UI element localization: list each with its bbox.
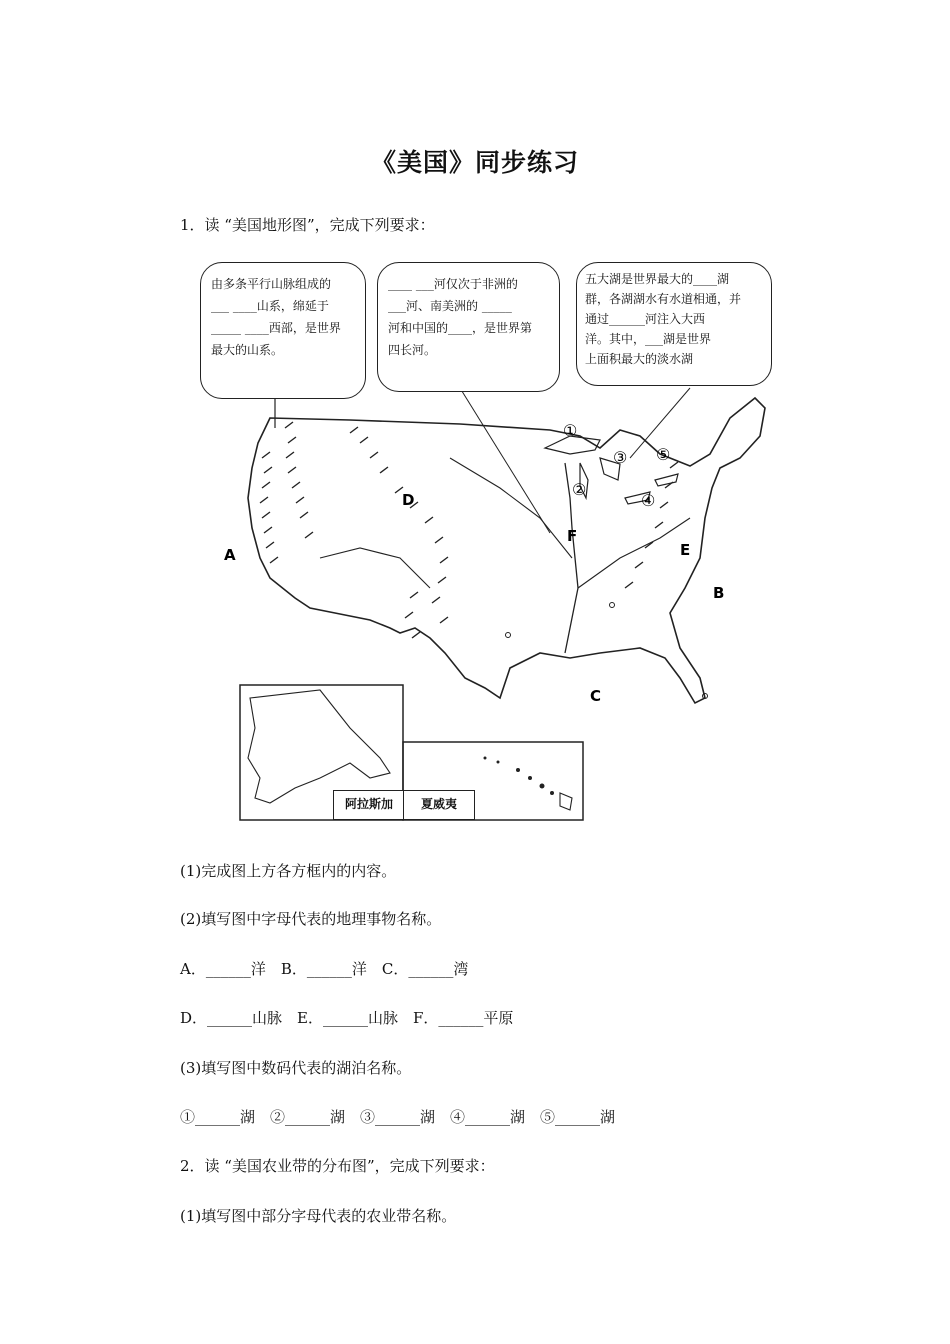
map-label-d: D [402,491,415,509]
q1-sub1: (1)完成图上方各方框内的内容。 [180,862,397,880]
callout-lakes-line-1: 五大湖是世界最大的____湖 [585,272,730,286]
page-title: 《美国》同步练习 [370,148,579,177]
q1-answer-row-def: D．______山脉 E．______山脉 F．______平原 [180,1009,514,1027]
inset-label-hawaii: 夏威夷 [403,790,475,820]
callout-lakes-line-4: 洋。其中，___湖是世界 [585,332,712,346]
callout-mountains-line-4: 最大的山系。 [211,343,284,357]
lake-label-3: ③ [613,448,628,467]
question-1-prompt: 1．读 “美国地形图”，完成下列要求： [180,216,435,234]
callout-river-line-1: ____ ___河仅次于非洲的 [388,277,518,291]
callout-river [377,262,560,392]
inset-label-alaska: 阿拉斯加 [333,790,405,820]
callout-lakes-line-3: 通过______河注入大西 [585,312,706,326]
q1-sub3: (3)填写图中数码代表的湖泊名称。 [180,1059,412,1077]
callout-river-line-4: 四长河。 [388,343,437,357]
map-label-f: F [567,527,578,545]
q1-answer-row-lakes: ①______湖 ②______湖 ③______湖 ④______湖 ⑤______湖 [180,1108,616,1126]
map-label-b: B [713,584,725,602]
callout-mountains-line-3: _____ ____西部，是世界 [211,321,341,335]
q1-answer-row-abc: A．______洋 B．______洋 C．______湾 [180,960,469,978]
q1-sub2: (2)填写图中字母代表的地理事物名称。 [180,910,442,928]
map-label-e: E [680,541,691,559]
callout-river-line-3: 河和中国的____，是世界第 [388,321,533,335]
us-topographic-map [200,258,790,828]
q2-sub1: (1)填写图中部分字母代表的农业带名称。 [180,1207,457,1225]
lake-label-1: ① [563,421,578,440]
callout-river-line-2: ___河、南美洲的 _____ [388,299,512,313]
callout-mountains-line-1: 由多条平行山脉组成的 [211,277,332,291]
map-label-c: C [590,687,602,705]
lake-label-4: ④ [641,491,656,510]
callout-lakes-line-5: 上面积最大的淡水湖 [585,352,694,366]
lake-label-2: ② [572,480,587,499]
lake-label-5: ⑤ [656,445,671,464]
callout-mountains [200,262,366,399]
map-label-a: A [224,546,236,564]
callout-great-lakes [576,262,772,386]
callout-lakes-line-2: 群，各湖湖水有水道相通，并 [585,292,742,306]
question-2-prompt: 2．读 “美国农业带的分布图”，完成下列要求： [180,1157,495,1175]
callout-mountains-line-2: ___ ____山系，绵延于 [211,299,329,313]
